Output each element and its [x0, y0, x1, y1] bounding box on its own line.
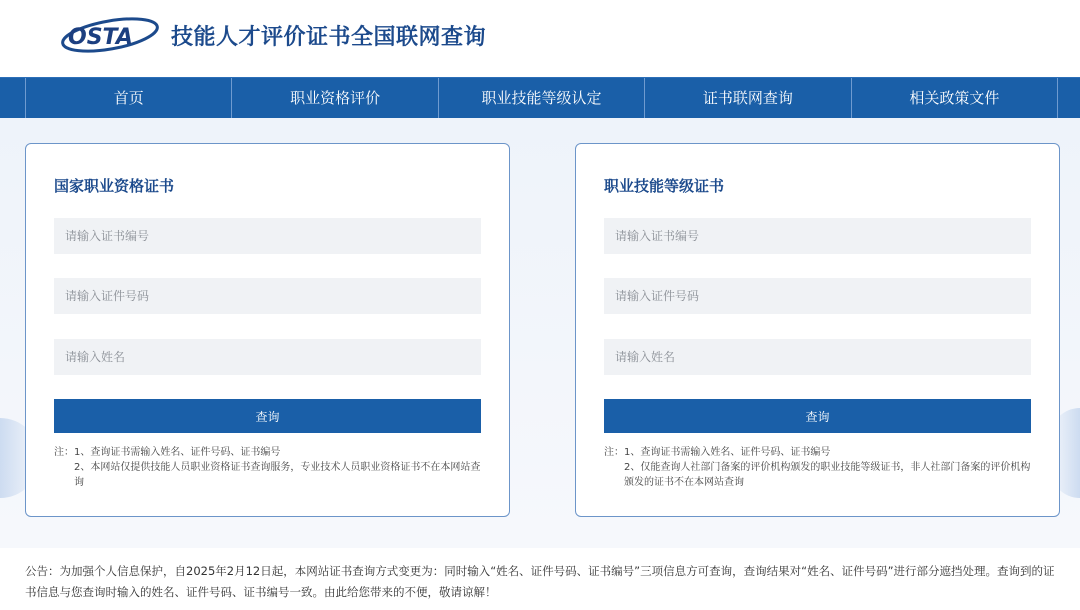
id-number-input[interactable]: [54, 278, 481, 314]
nav-item-skill-level-certification[interactable]: 职业技能等级认定: [438, 78, 644, 118]
site-title: 技能人才评价证书全国联网查询: [171, 25, 487, 50]
note-line: 注：1、查询证书需输入姓名、证件号码、证书编号: [54, 447, 281, 458]
name-input[interactable]: [54, 339, 481, 375]
certificate-number-input[interactable]: [54, 218, 481, 254]
id-number-input[interactable]: [604, 278, 1031, 314]
query-note: [604, 445, 1034, 490]
nav-item-certificate-query[interactable]: 证书联网查询: [644, 78, 850, 118]
card-title: 职业技能等级证书: [604, 177, 725, 195]
query-button[interactable]: 查询: [604, 399, 1031, 433]
announcement-text: 公告：为加强个人信息保护，自2025年2月12日起，本网站证书查询方式变更为：同时输入“姓名、证件号码、证书编号”三项信息方可查询，查询结果对“姓名、证件号码”进行部分遮挡处理。查询到的证书信息与您查询时输入的姓名、证件号码、证书编号一致。由此给您带来的不便，敬请谅解！: [25, 564, 1055, 599]
note-line: 注：1、查询证书需输入姓名、证件号码、证书编号: [604, 447, 831, 458]
nav-item-qualification-evaluation[interactable]: 职业资格评价: [231, 78, 437, 118]
osta-logo[interactable]: [58, 14, 162, 54]
nav-item-policy-documents[interactable]: 相关政策文件: [851, 78, 1058, 118]
query-note: [54, 445, 484, 490]
main-nav: [0, 77, 1080, 118]
certificate-number-input[interactable]: [604, 218, 1031, 254]
name-input[interactable]: [604, 339, 1031, 375]
note-line: 2、本网站仅提供技能人员职业资格证书查询服务，专业技术人员职业资格证书不在本网站查询: [74, 462, 481, 488]
logo-text: OSTA: [68, 25, 133, 50]
skill-level-certificate-card: [575, 143, 1060, 517]
qualification-certificate-card: [25, 143, 510, 517]
card-title: 国家职业资格证书: [54, 177, 175, 195]
query-button[interactable]: 查询: [54, 399, 481, 433]
nav-item-home[interactable]: 首页: [25, 78, 231, 118]
site-header: [0, 0, 1080, 77]
note-line: 2、仅能查询人社部门备案的评价机构颁发的职业技能等级证书，非人社部门备案的评价机构颁发的证书不在本网站查询: [624, 462, 1031, 488]
